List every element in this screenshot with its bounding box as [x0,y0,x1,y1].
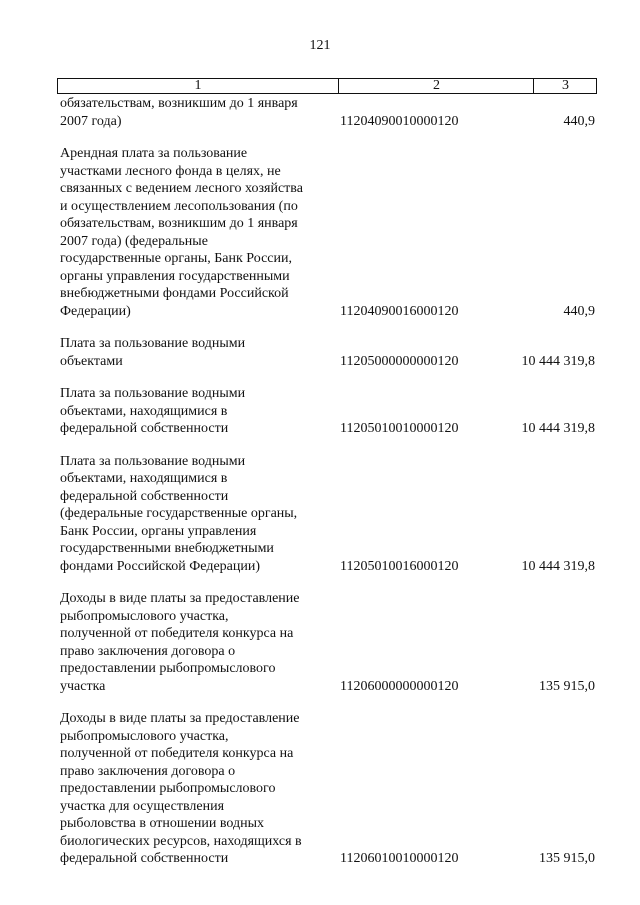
row-description: Доходы в виде платы за предоставление рыбопромыслового участка, полученной от победителя конкурса на право заключения договора о предоставлении рыбопромыслового участка для осуществления рыболовства в отношении водных биологических ресурсов, находящихся в федеральной собственности [60,711,302,866]
row-code: 11205000000000120 [340,353,459,369]
table-row [60,385,600,438]
row-description: Плата за пользование водными объектами [60,336,246,369]
row-amount: 135 915,0 [539,851,595,866]
row-amount: 440,9 [563,113,595,129]
row-description: Арендная плата за пользование участками лесного фонда в целях, не связанных с ведением лесного хозяйства и осуществлением лесопользования (по обязательствам, возникшим до 1 января 2007 года) (федеральные государственные органы, Банк России, органы управления государственными внебюджетными фондами Российской Федерации) [60,146,303,319]
table-header [57,78,597,94]
row-code: 11206000000000120 [340,678,459,694]
row-amount: 10 444 319,8 [521,353,595,369]
row-code: 11204090010000120 [340,113,459,129]
row-description: Плата за пользование водными объектами, находящимися в федеральной собственности (федеральные государственные органы, Банк России, органы управления государственными внебюджетными фондами Российской Федерации) [60,453,298,574]
row-description: обязательствам, возникшим до 1 января 2007 года) [60,96,298,129]
row-amount: 10 444 319,8 [521,558,595,574]
row-code: 11204090016000120 [340,303,459,319]
row-description: Доходы в виде платы за предоставление рыбопромыслового участка, полученной от победителя конкурса на право заключения договора о предоставлении рыбопромыслового участка [60,591,300,694]
table-row [60,453,600,576]
header-col-1: 1 [194,78,202,93]
table-row [60,145,600,320]
row-code: 11205010016000120 [340,558,459,574]
row-amount: 440,9 [563,303,595,319]
table-row [60,590,600,695]
table-row [60,335,600,370]
row-code: 11206010010000120 [340,851,459,866]
row-amount: 10 444 319,8 [521,421,595,436]
header-col-2: 2 [338,79,534,93]
table-body [60,95,600,868]
page-number: 121 [309,38,331,53]
header-col-3: 3 [533,79,597,93]
row-description: Плата за пользование водными объектами, находящимися в федеральной собственности [60,386,246,436]
table-row [60,95,600,130]
row-amount: 135 915,0 [539,678,595,694]
row-code: 11205010010000120 [340,421,459,436]
table-row [60,710,600,868]
